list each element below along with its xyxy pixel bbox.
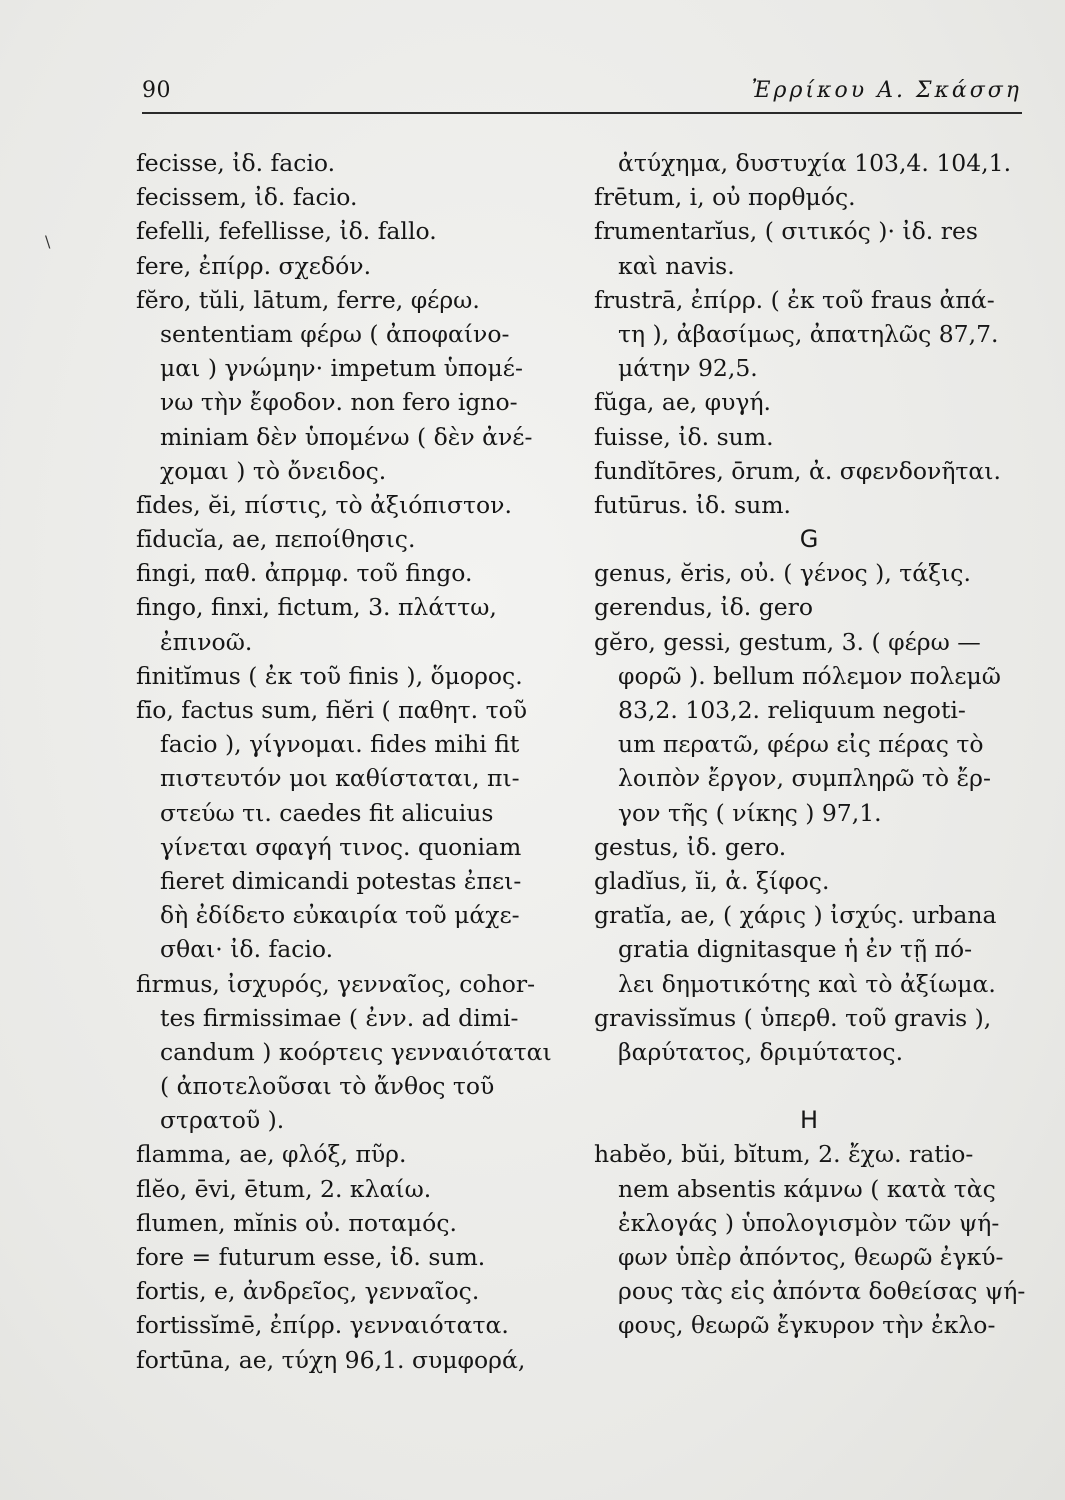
right-column [594, 146, 1024, 1343]
entry-line: στεύω τι. caedes fit alicuius [160, 798, 494, 827]
entry-line: gratĭa, ae, ( χάρις ) ἰσχύς. urbana [594, 901, 997, 930]
entry-line: ἀτύχημα, δυστυχία 103,4. 104,1. [618, 149, 1012, 177]
entry-line: fīo, factus sum, fiĕri ( παθητ. τοῦ [136, 696, 528, 724]
entry-line: candum ) κοόρτεις γενναιόταται [160, 1037, 552, 1066]
entry-line: 83,2. 103,2. reliquum negoti- [618, 696, 966, 724]
entry-line: χομαι ) τὸ ὄνειδος. [160, 456, 387, 485]
entry-line: fortūna, ae, τύχη 96,1. συμφορά, [136, 1345, 526, 1374]
entry-line: λοιπὸν ἔργον, συμπληρῶ τὸ ἔρ- [618, 764, 991, 793]
entry-line: γον τῆς ( νίκης ) 97,1. [618, 798, 882, 827]
entry-line: δὴ ἐδίδετο εὐκαιρία τοῦ μάχε- [160, 901, 520, 930]
entry-line: στρατοῦ ). [160, 1106, 285, 1135]
entry-line: ( ἀποτελοῦσαι τὸ ἄνθος τοῦ [160, 1072, 495, 1101]
entry-line: ἐπινοῶ. [160, 627, 253, 656]
entry-line: φων ὑπὲρ ἀπόντος, θεωρῶ ἐγκύ- [618, 1243, 1004, 1271]
entry-line: fieret dimicandi potestas ἐπει- [160, 866, 522, 895]
entry-line: gestus, ἰδ. gero. [594, 832, 787, 861]
margin-mark: \ [45, 232, 51, 251]
entry-line: genus, ĕris, οὐ. ( γένος ), τάξις. [594, 559, 971, 588]
entry-line: flĕo, ēvi, ētum, 2. κλαίω. [136, 1174, 432, 1203]
entry-line: fīducĭa, ae, πεποίθησις. [136, 525, 416, 554]
entry-line: ρους τὰς εἰς ἀπόντα δοθείσας ψή- [618, 1277, 1026, 1306]
entry-line: um περατῶ, φέρω εἰς πέρας τὸ [618, 730, 984, 759]
entry-line: gratia dignitasque ἡ ἐν τῇ πό- [618, 935, 973, 964]
entry-line: gĕro, gessi, gestum, 3. ( φέρω — [594, 627, 981, 656]
entry-line: λει δημοτικότης καὶ τὸ ἀξίωμα. [618, 969, 996, 998]
entry-line: fore = futurum esse, ἰδ. sum. [136, 1243, 486, 1271]
entry-line: flamma, ae, φλόξ, πῦρ. [136, 1140, 407, 1169]
entry-line: flumen, mĭnis οὐ. ποταμός. [136, 1208, 457, 1237]
entry-line: miniam δὲν ὑπομένω ( δὲν ἀνέ- [160, 422, 533, 451]
entry-line: habĕo, bŭi, bĭtum, 2. ἔχω. ratio- [594, 1140, 974, 1169]
entry-line: futūrus. ἰδ. sum. [594, 490, 792, 519]
entry-line: fere, ἐπίρρ. σχεδόν. [136, 251, 372, 280]
entry-line: fortissĭmē, ἐπίρρ. γενναιότατα. [136, 1311, 509, 1340]
entry-line: gravissĭmus ( ὑπερθ. τοῦ gravis ), [594, 1003, 992, 1032]
left-column [136, 146, 586, 1377]
entry-line: βαρύτατος, δριμύτατος. [618, 1037, 904, 1066]
running-head: Ἐρρίκου Α. Σκάσση [751, 78, 1022, 103]
entry-line: firmus, ἰσχυρός, γενναῖος, cohor- [136, 969, 536, 998]
entry-line: frētum, i, οὐ πορθμός. [594, 183, 856, 212]
entry-line: fecisse, ἰδ. facio. [136, 149, 336, 177]
entry-line: sententiam φέρω ( ἀποφαίνο- [160, 319, 510, 348]
entry-line: φους, θεωρῶ ἔγκυρον τὴν ἐκλο- [618, 1311, 996, 1340]
entry-line: fortis, e, ἀνδρεῖος, γενναῖος. [136, 1277, 480, 1306]
entry-line: σθαι· ἰδ. facio. [160, 935, 334, 964]
section-gap [594, 1069, 1024, 1103]
entry-line: fecissem, ἰδ. facio. [136, 183, 358, 212]
entry-line: tes firmissimae ( ἐνν. ad dimi- [160, 1003, 519, 1032]
entry-line: πιστευτόν μοι καθίσταται, πι- [160, 764, 520, 793]
entry-line: finitĭmus ( ἐκ τοῦ finis ), ὅμορος. [136, 661, 523, 690]
entry-line: fingo, finxi, fictum, 3. πλάττω, [136, 593, 497, 622]
entry-line: fŭga, ae, φυγή. [594, 388, 772, 417]
entry-line: fuisse, ἰδ. sum. [594, 422, 774, 451]
section-letter: H [799, 1106, 819, 1135]
entry-line: frumentarĭus, ( σιτικός )· ἰδ. res [594, 217, 978, 246]
entry-line: frustrā, ἐπίρρ. ( ἐκ τοῦ fraus ἀπά- [594, 285, 995, 314]
entry-line: μαι ) γνώμην· impetum ὑπομέ- [160, 354, 523, 383]
entry-line: gerendus, ἰδ. gero [594, 593, 814, 622]
entry-line: καὶ navis. [618, 251, 735, 280]
entry-line: μάτην 92,5. [618, 354, 758, 383]
entry-line: facio ), γίγνομαι. fides mihi fit [160, 730, 520, 759]
entry-line: fĕro, tŭli, lātum, ferre, φέρω. [136, 285, 480, 314]
section-letter: G [799, 525, 819, 554]
entry-line: fundĭtōres, ōrum, ἀ. σφενδονῆται. [594, 456, 1001, 485]
entry-line: νω τὴν ἔφοδον. non fero igno- [160, 388, 518, 417]
entry-line: φορῶ ). bellum πόλεμον πολεμῶ [618, 661, 1001, 690]
page-header [142, 72, 1022, 114]
page-number: 90 [142, 78, 171, 103]
entry-line: gladĭus, ĭi, ἀ. ξίφος. [594, 866, 830, 895]
entry-line: fefelli, fefellisse, ἰδ. fallo. [136, 217, 437, 246]
entry-line: fingi, παθ. ἀπρμφ. τοῦ fingo. [136, 559, 473, 588]
entry-line: γίνεται σφαγή τινος. quoniam [160, 832, 522, 861]
entry-line: τη ), ἀβασίμως, ἀπατηλῶς 87,7. [618, 319, 999, 348]
entry-line: fīdes, ĕi, πίστις, τὸ ἀξιόπιστον. [136, 490, 512, 519]
entry-line: ἐκλογάς ) ὑπολογισμὸν τῶν ψή- [618, 1208, 1000, 1237]
entry-line: nem absentis κάμνω ( κατὰ τὰς [618, 1174, 996, 1203]
